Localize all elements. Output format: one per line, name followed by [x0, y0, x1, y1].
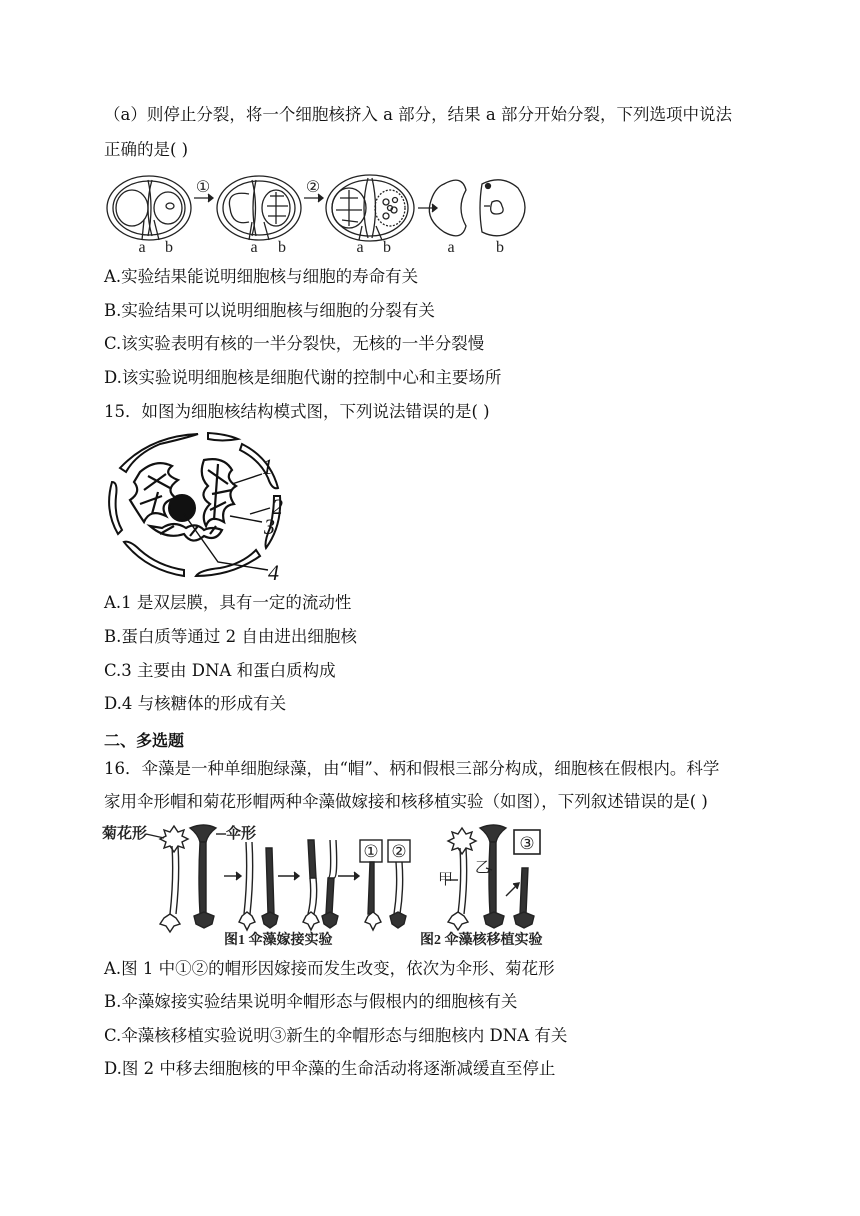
q15-label-3: 3: [264, 514, 275, 539]
q14-figure: [104, 170, 534, 260]
q14-stem-line1: （a）则停止分裂，将一个细胞核挤入 a 部分，结果 a 部分开始分裂，下列选项中说法: [104, 105, 732, 124]
q16-stem-line2: 家用伞形帽和菊花形帽两种伞藻做嫁接和核移植实验（如图），下列叙述错误的是( ): [104, 792, 708, 811]
q16-box1-label: ①: [363, 842, 379, 861]
q14-step2-label: ②: [305, 179, 321, 196]
q14-option-c: C.该实验表明有核的一半分裂快，无核的一半分裂慢: [104, 334, 485, 353]
q14-label-b4: b: [496, 239, 504, 256]
q15-option-c: C.3 主要由 DNA 和蛋白质构成: [104, 661, 336, 680]
q16-label-yi: 乙: [475, 860, 491, 876]
q15-stem: 15．如图为细胞核结构模式图，下列说法错误的是( ): [104, 402, 490, 421]
q16-option-a: A.图 1 中①②的帽形因嫁接而发生改变，依次为伞形、菊花形: [104, 959, 555, 978]
q15-label-4: 4: [268, 560, 279, 582]
q15-label-2: 2: [272, 494, 283, 519]
q14-label-a1: a: [138, 239, 146, 256]
q16-stem-line1: 16．伞藻是一种单细胞绿藻，由“帽”、柄和假根三部分构成，细胞核在假根内。科学: [104, 759, 720, 778]
q14-stem-line2: 正确的是( ): [104, 140, 189, 159]
q14-step1-label: ①: [195, 179, 211, 196]
q16-label-jia: 甲: [438, 872, 454, 888]
q16-option-b: B.伞藻嫁接实验结果说明伞帽形态与假根内的细胞核有关: [104, 992, 518, 1011]
q14-label-a4: a: [447, 239, 455, 256]
q14-label-a2: a: [250, 239, 258, 256]
q14-option-d: D.该实验说明细胞核是细胞代谢的控制中心和主要场所: [104, 368, 502, 387]
q16-option-c: C.伞藻核移植实验说明③新生的伞帽形态与细胞核内 DNA 有关: [104, 1026, 568, 1045]
q16-caption-fig1: 图1 伞藻嫁接实验: [224, 933, 333, 948]
q15-label-1: 1: [262, 454, 273, 479]
q15-option-a: A.1 是双层膜，具有一定的流动性: [104, 593, 352, 612]
q14-option-b: B.实验结果可以说明细胞核与细胞的分裂有关: [104, 301, 435, 320]
q16-label-chrysanthemum: 菊花形: [102, 826, 148, 842]
q15-option-d: D.4 与核糖体的形成有关: [104, 694, 287, 713]
q16-label-umbrella: 伞形: [226, 826, 257, 842]
q16-caption-fig2: 图2 伞藻核移植实验: [420, 933, 543, 948]
q14-label-a3: a: [356, 239, 364, 256]
q15-option-b: B.蛋白质等通过 2 自由进出细胞核: [104, 627, 357, 646]
q14-label-b3: b: [383, 239, 391, 256]
section-heading: 二、多选题: [104, 731, 185, 750]
q16-box2-label: ②: [391, 842, 407, 861]
q15-nucleus-figure: [100, 430, 300, 582]
q16-box3-label: ③: [519, 834, 535, 853]
q14-label-b2: b: [278, 239, 286, 256]
q14-label-b1: b: [165, 239, 173, 256]
q16-option-d: D.图 2 中移去细胞核的甲伞藻的生命活动将逐渐减缓直至停止: [104, 1059, 556, 1078]
q14-option-a: A.实验结果能说明细胞核与细胞的寿命有关: [104, 267, 419, 286]
q16-figure: [102, 818, 572, 950]
